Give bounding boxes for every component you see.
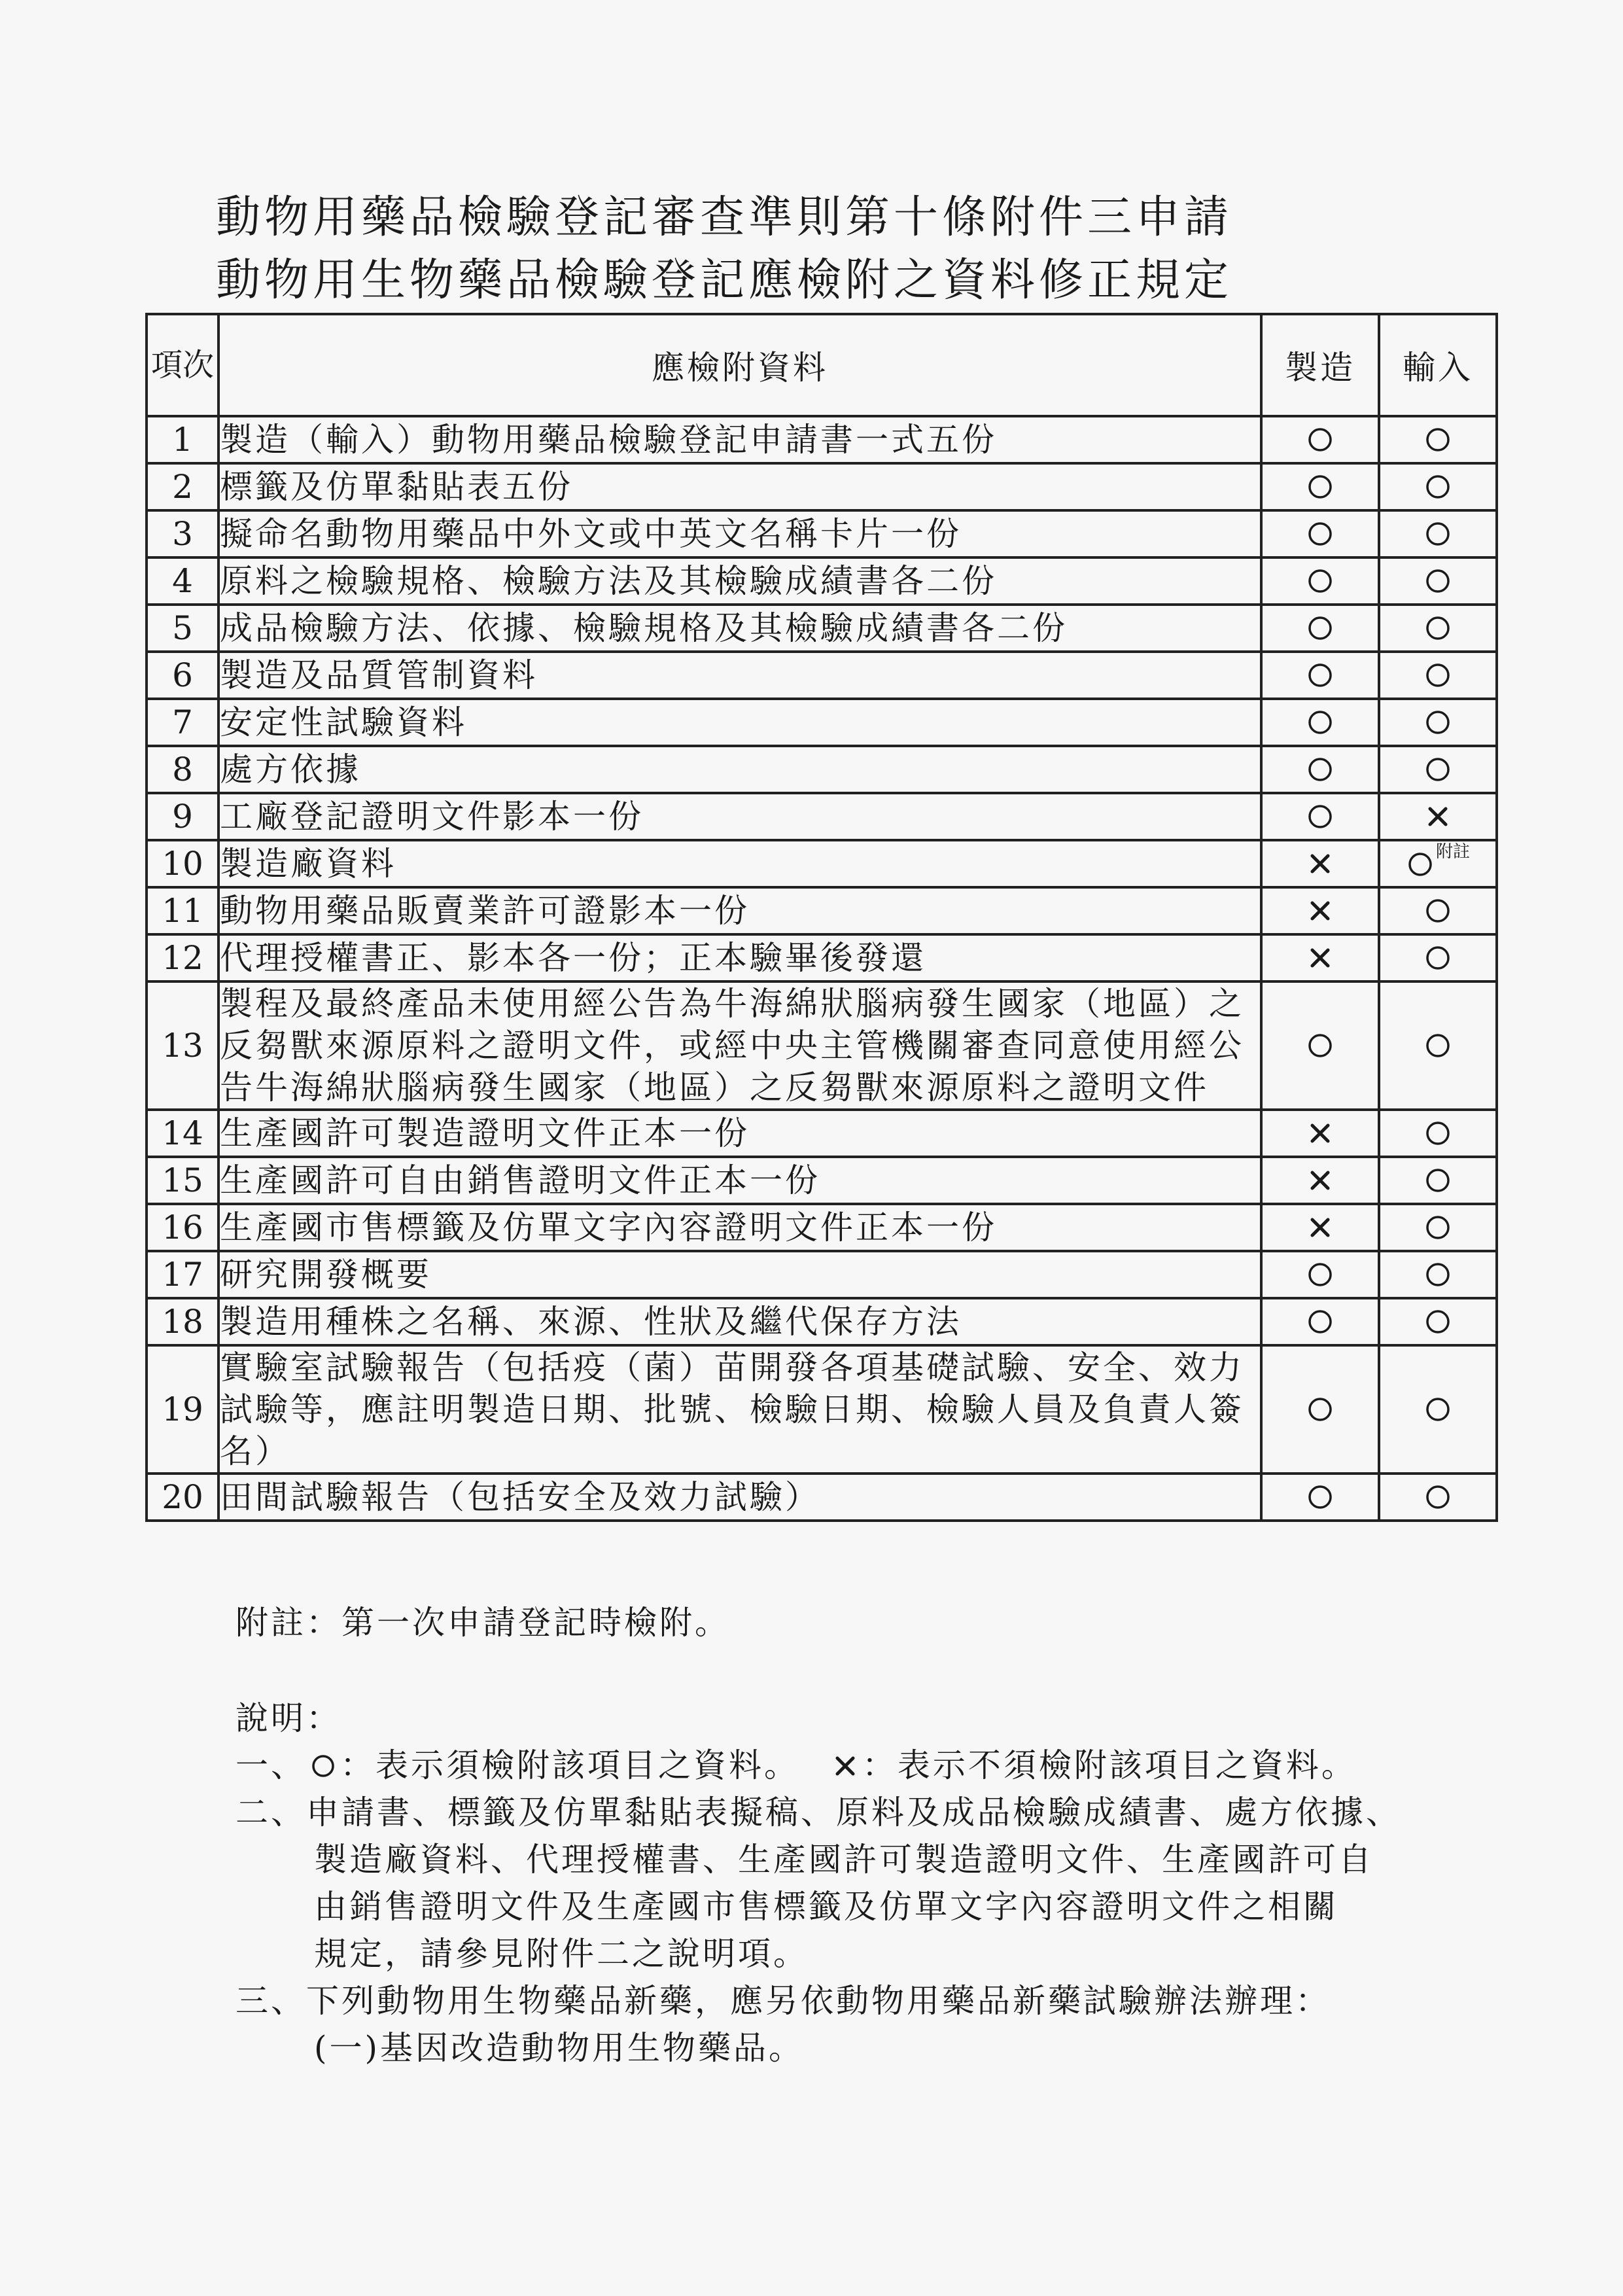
row-manufacture-mark	[1261, 1204, 1379, 1251]
row-manufacture-mark	[1261, 652, 1379, 699]
table-row	[147, 1157, 1497, 1204]
explanation-item-1-prefix: 一、	[236, 1746, 306, 1784]
circle-icon	[1306, 708, 1335, 737]
row-number: 13	[147, 981, 218, 1110]
table-row	[147, 1298, 1497, 1345]
row-number: 2	[147, 463, 218, 510]
row-import-mark	[1379, 981, 1497, 1110]
circle-icon	[1306, 1395, 1335, 1424]
circle-icon	[1423, 567, 1452, 595]
row-required-document: 生產國許可自由銷售證明文件正本一份	[218, 1157, 1261, 1204]
row-import-mark	[1379, 605, 1497, 652]
explanation-item-3-line-1: 三、下列動物用生物藥品新藥，應另依動物用藥品新藥試驗辦法辦理：	[236, 1982, 1331, 2020]
explanation-item-2-line-1: 二、申請書、標籤及仿單黏貼表擬稿、原料及成品檢驗成績書、處方依據、	[236, 1793, 1401, 1831]
row-import-mark	[1379, 557, 1497, 605]
cross-icon	[1306, 1213, 1335, 1242]
row-manufacture-mark	[1261, 746, 1379, 793]
circle-icon	[1306, 472, 1335, 501]
table-row	[147, 510, 1497, 557]
circle-icon	[1423, 755, 1452, 784]
row-required-document: 製造（輸入）動物用藥品檢驗登記申請書一式五份	[218, 416, 1261, 463]
row-number: 8	[147, 746, 218, 793]
table-row	[147, 605, 1497, 652]
row-number: 14	[147, 1110, 218, 1157]
circle-icon	[1306, 567, 1335, 595]
row-import-mark	[1379, 1251, 1497, 1298]
row-required-document: 成品檢驗方法、依據、檢驗規格及其檢驗成績書各二份	[218, 605, 1261, 652]
circle-icon	[1306, 1260, 1335, 1289]
row-manufacture-mark	[1261, 1251, 1379, 1298]
row-import-mark	[1379, 887, 1497, 934]
footnote-reference: 附註	[1435, 841, 1470, 862]
row-required-document: 製造用種株之名稱、來源、性狀及繼代保存方法	[218, 1298, 1261, 1345]
row-required-document: 實驗室試驗報告（包括疫（菌）苗開發各項基礎試驗、安全、效力試驗等，應註明製造日期、批號、檢驗日期、檢驗人員及負責人簽名）	[218, 1345, 1261, 1474]
row-number: 3	[147, 510, 218, 557]
circle-icon	[1306, 1483, 1335, 1511]
explanation-item-2-line-2: 製造廠資料、代理授權書、生產國許可製造證明文件、生產國許可自	[314, 1841, 1374, 1879]
circle-icon	[1423, 708, 1452, 737]
row-import-mark	[1379, 1298, 1497, 1345]
row-number: 17	[147, 1251, 218, 1298]
row-required-document: 原料之檢驗規格、檢驗方法及其檢驗成績書各二份	[218, 557, 1261, 605]
circle-icon	[1306, 1307, 1335, 1336]
requirements-table	[145, 313, 1498, 1522]
row-required-document: 研究開發概要	[218, 1251, 1261, 1298]
circle-icon	[1423, 614, 1452, 643]
row-required-document: 生產國許可製造證明文件正本一份	[218, 1110, 1261, 1157]
row-import-mark	[1379, 1110, 1497, 1157]
row-number: 19	[147, 1345, 218, 1474]
circle-icon	[1423, 1260, 1452, 1289]
cross-icon	[1306, 896, 1335, 925]
document-title-line2: 動物用生物藥品檢驗登記應檢附之資料修正規定	[216, 255, 1233, 306]
table-row	[147, 1345, 1497, 1474]
cross-icon	[832, 1753, 858, 1779]
row-required-document: 製造及品質管制資料	[218, 652, 1261, 699]
row-number: 5	[147, 605, 218, 652]
table-row	[147, 840, 1497, 887]
row-import-mark	[1379, 840, 1497, 887]
circle-icon	[1423, 472, 1452, 501]
row-manufacture-mark	[1261, 699, 1379, 746]
row-required-document: 製造廠資料	[218, 840, 1261, 887]
table-row	[147, 1110, 1497, 1157]
circle-icon	[1306, 520, 1335, 548]
circle-icon	[1306, 661, 1335, 690]
row-number: 12	[147, 934, 218, 981]
circle-icon	[1423, 896, 1452, 925]
header-item-number: 項次	[147, 314, 218, 416]
circle-icon	[1423, 1031, 1452, 1060]
table-row	[147, 1251, 1497, 1298]
row-manufacture-mark	[1261, 605, 1379, 652]
row-required-document: 代理授權書正、影本各一份；正本驗畢後發還	[218, 934, 1261, 981]
row-import-mark	[1379, 1157, 1497, 1204]
row-manufacture-mark	[1261, 934, 1379, 981]
circle-icon	[1423, 1166, 1452, 1195]
table-row	[147, 887, 1497, 934]
explanation-item-3-sub-1: (一)基因改造動物用生物藥品。	[314, 2029, 805, 2067]
circle-icon	[1306, 614, 1335, 643]
row-import-mark	[1379, 746, 1497, 793]
circle-icon	[1423, 1483, 1452, 1511]
row-manufacture-mark	[1261, 887, 1379, 934]
document-title-line1: 動物用藥品檢驗登記審查準則第十條附件三申請	[216, 192, 1233, 243]
row-number: 11	[147, 887, 218, 934]
row-manufacture-mark	[1261, 1157, 1379, 1204]
circle-icon	[1423, 1119, 1452, 1148]
circle-icon	[1306, 802, 1335, 831]
row-required-document: 擬命名動物用藥品中外文或中英文名稱卡片一份	[218, 510, 1261, 557]
cross-icon	[1306, 944, 1335, 972]
cross-icon	[1306, 1166, 1335, 1195]
table-row	[147, 416, 1497, 463]
row-manufacture-mark	[1261, 557, 1379, 605]
row-import-mark	[1379, 1474, 1497, 1521]
explanation-section	[236, 1695, 1518, 2072]
row-import-mark	[1379, 463, 1497, 510]
row-import-mark	[1379, 1345, 1497, 1474]
row-manufacture-mark	[1261, 840, 1379, 887]
header-import: 輸入	[1379, 314, 1497, 416]
row-number: 9	[147, 793, 218, 840]
row-required-document: 安定性試驗資料	[218, 699, 1261, 746]
cross-icon	[1423, 802, 1452, 831]
table-row	[147, 934, 1497, 981]
circle-icon	[1423, 520, 1452, 548]
table-row	[147, 746, 1497, 793]
row-import-mark	[1379, 699, 1497, 746]
row-manufacture-mark	[1261, 1110, 1379, 1157]
row-manufacture-mark	[1261, 510, 1379, 557]
row-required-document: 生產國市售標籤及仿單文字內容證明文件正本一份	[218, 1204, 1261, 1251]
row-number: 10	[147, 840, 218, 887]
table-row	[147, 981, 1497, 1110]
circle-icon	[1306, 755, 1335, 784]
row-manufacture-mark	[1261, 1298, 1379, 1345]
row-manufacture-mark	[1261, 793, 1379, 840]
circle-icon	[1423, 425, 1452, 454]
circle-icon	[1423, 1307, 1452, 1336]
row-required-document: 工廠登記證明文件影本一份	[218, 793, 1261, 840]
cross-icon	[1306, 1119, 1335, 1148]
table-row	[147, 463, 1497, 510]
row-required-document: 處方依據	[218, 746, 1261, 793]
explanation-item-1	[236, 1742, 1518, 1789]
cross-icon	[1306, 849, 1335, 878]
circle-icon	[310, 1753, 336, 1779]
explanation-item-2-line-4: 規定，請參見附件二之說明項。	[314, 1935, 809, 1973]
circle-icon	[1306, 1031, 1335, 1060]
row-number: 4	[147, 557, 218, 605]
row-number: 16	[147, 1204, 218, 1251]
table-row	[147, 652, 1497, 699]
circle-icon	[1423, 1395, 1452, 1424]
footnote: 附註：第一次申請登記時檢附。	[236, 1604, 730, 1642]
table-row	[147, 699, 1497, 746]
row-import-mark	[1379, 934, 1497, 981]
row-manufacture-mark	[1261, 463, 1379, 510]
row-required-document: 標籤及仿單黏貼表五份	[218, 463, 1261, 510]
table-row	[147, 1474, 1497, 1521]
row-number: 20	[147, 1474, 218, 1521]
row-import-mark	[1379, 510, 1497, 557]
header-required-documents: 應檢附資料	[218, 314, 1261, 416]
row-manufacture-mark	[1261, 416, 1379, 463]
row-required-document: 田間試驗報告（包括安全及效力試驗）	[218, 1474, 1261, 1521]
explanation-cross-meaning: ：表示不須檢附該項目之資料。	[862, 1746, 1357, 1784]
explanation-circle-meaning: ：表示須檢附該項目之資料。	[340, 1746, 799, 1784]
circle-icon	[1406, 850, 1435, 879]
circle-icon	[1423, 1213, 1452, 1242]
row-import-mark	[1379, 652, 1497, 699]
row-import-mark	[1379, 1204, 1497, 1251]
row-import-mark	[1379, 793, 1497, 840]
row-required-document: 製程及最終產品未使用經公告為牛海綿狀腦病發生國家（地區）之反芻獸來源原料之證明文件，或經中央主管機關審查同意使用經公告牛海綿狀腦病發生國家（地區）之反芻獸來源原料之證明文件	[218, 981, 1261, 1110]
row-required-document: 動物用藥品販賣業許可證影本一份	[218, 887, 1261, 934]
circle-icon	[1423, 661, 1452, 690]
row-manufacture-mark	[1261, 1474, 1379, 1521]
header-manufacture: 製造	[1261, 314, 1379, 416]
row-number: 1	[147, 416, 218, 463]
circle-icon	[1306, 425, 1335, 454]
table-row	[147, 1204, 1497, 1251]
requirements-table-body	[147, 416, 1497, 1521]
row-number: 15	[147, 1157, 218, 1204]
explanation-heading: 說明：	[236, 1699, 341, 1737]
table-row	[147, 557, 1497, 605]
row-manufacture-mark	[1261, 1345, 1379, 1474]
row-number: 6	[147, 652, 218, 699]
row-manufacture-mark	[1261, 981, 1379, 1110]
row-import-mark	[1379, 416, 1497, 463]
table-row	[147, 793, 1497, 840]
row-number: 7	[147, 699, 218, 746]
circle-icon	[1423, 944, 1452, 972]
explanation-item-2-line-3: 由銷售證明文件及生產國市售標籤及仿單文字內容證明文件之相關	[314, 1888, 1338, 1926]
row-number: 18	[147, 1298, 218, 1345]
